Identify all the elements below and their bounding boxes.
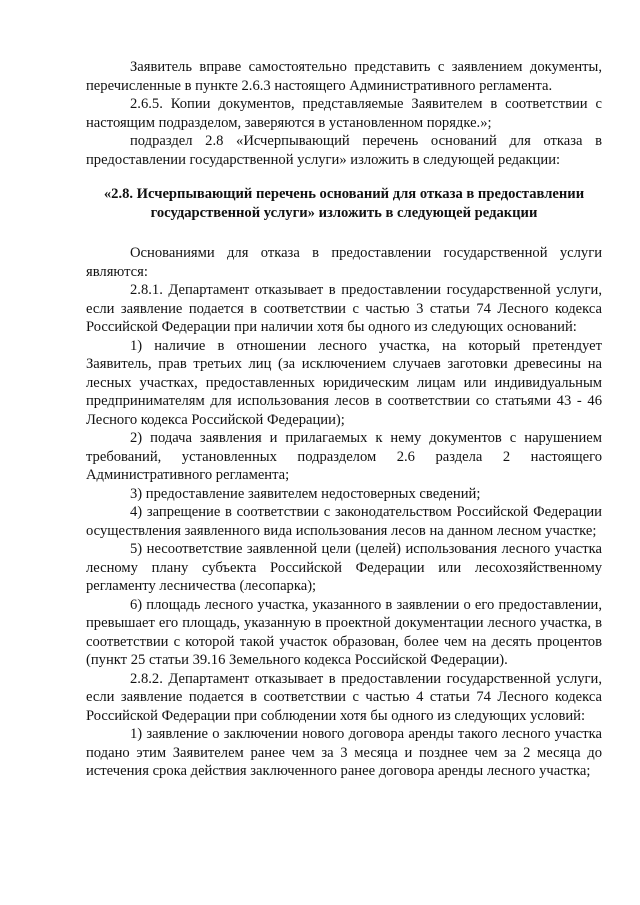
document-body (86, 58, 602, 781)
list-item-2-8-2-1: 1) заявление о заключении нового договора аренды такого лесного участка подано этим Заявителем ранее чем за 3 месяца и позднее чем за 2 месяца до истечения срока действия заключенного ранее договора аренды лесного участка; (86, 726, 602, 779)
list-item-5: 5) несоответствие заявленной цели (целей) использования лесного участка лесному плану субъекта Российской Федерации или лесохозяйственному регламенту лесничества (лесопарка); (86, 541, 602, 594)
paragraph-grounds-intro: Основаниями для отказа в предоставлении государственной услуги являются: (86, 245, 602, 280)
paragraph-applicant-right: Заявитель вправе самостоятельно представить с заявлением документы, перечисленные в пункте 2.6.3 настоящего Административного регламента. (86, 59, 602, 94)
paragraph-2-8-2: 2.8.2. Департамент отказывает в предоставлении государственной услуги, если заявление подается в соответствии с частью 4 статьи 74 Лесного кодекса Российской Федерации при соблюдении хотя бы одного из следующих условий: (86, 670, 602, 724)
list-item-2: 2) подача заявления и прилагаемых к нему документов с нарушением требований, установленных подразделом 2.6 раздела 2 настоящего Административного регламента; (86, 430, 602, 483)
list-item-6: 6) площадь лесного участка, указанного в заявлении о его предоставлении, превышает его площадь, указанную в проектной документации лесного участка, в соответствии с которой такой участок образован, более чем на десять процентов (пункт 25 статьи 39.16 Земельного кодекса Российской Федерации). (86, 596, 602, 668)
paragraph-subsection-2-8-intro: подраздел 2.8 «Исчерпывающий перечень оснований для отказа в предоставлении государственной услуги» изложить в следующей редакции: (86, 133, 602, 168)
list-item-1: 1) наличие в отношении лесного участка, на который претендует Заявитель, прав третьих лиц (за исключением случаев заготовки древесины на лесных участках, предоставленных юридическим лицам или индивидуальным предпринимателям для использования лесов в соответствии со статьями 43 - 46 Лесного кодекса Российской Федерации); (86, 337, 602, 428)
paragraph-2-6-5: 2.6.5. Копии документов, представляемые Заявителем в соответствии с настоящим подразделом, заверяются в установленном порядке.»; (86, 96, 602, 131)
section-heading-2-8: «2.8. Исчерпывающий перечень оснований для отказа в предоставлении государственной услуги» изложить в следующей редакции (103, 186, 585, 221)
list-item-3: 3) предоставление заявителем недостоверных сведений; (130, 485, 481, 502)
list-item-4: 4) запрещение в соответствии с законодательством Российской Федерации осуществления заявленного вида использования лесов на данном лесном участке; (86, 504, 602, 539)
paragraph-2-8-1: 2.8.1. Департамент отказывает в предоставлении государственной услуги, если заявление подается в соответствии с частью 3 статьи 74 Лесного кодекса Российской Федерации при наличии хотя бы одного из следующих оснований: (86, 282, 602, 335)
